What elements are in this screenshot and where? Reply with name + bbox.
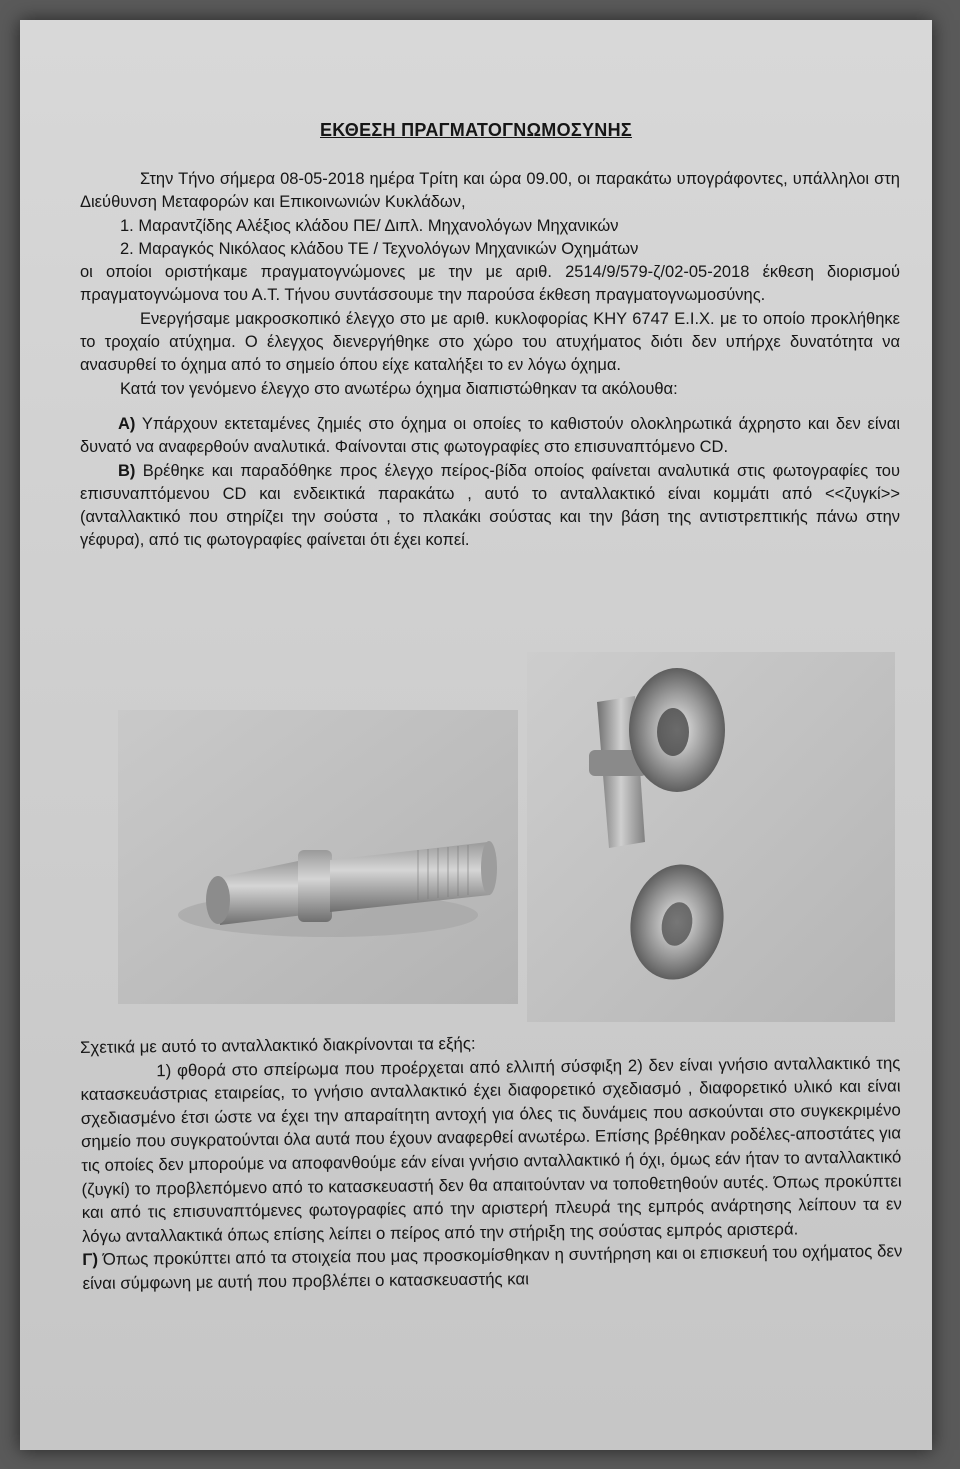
finding-a [80, 413, 900, 460]
inspection-paragraph: Ενεργήσαμε μακροσκοπικό έλεγχο στο με αριθ. κυκλοφορίας ΚΗΥ 6747 Ε.Ι.Χ. με το οποίο προκλήθηκε το τροχαίο ατύχημα. Ο έλεγχος διενεργήθηκε στο χώρο του ατυχήματος διότι δεν υπήρχε δυνατότητα να ανασυρθεί το όχημα από το σημείο όπου είχε καταλήξει το εν λόγω όχημα. [80, 309, 900, 375]
pin-and-washers-photo [527, 652, 895, 1022]
intro-paragraph: Στην Τήνο σήμερα 08-05-2018 ημέρα Τρίτη και ώρα 09.00, οι παρακάτω υπογράφοντες, υπάλληλοι στη Διεύθυνση Μεταφορών και Επικοινωνιών Κυκλάδων, [80, 170, 900, 212]
upper-text-block [80, 168, 900, 553]
bolt-photo [118, 710, 518, 1004]
appointment-paragraph: οι οποίοι οριστήκαμε πραγματογνώμονες με την με αριθ. 2514/9/579-ζ/02-05-2018 έκθεση διορισμού πραγματογνώμονα του Α.Τ. Τήνου συντάσσουμε την παρούσα έκθεση πραγματογνωμοσύνης. [80, 263, 900, 305]
finding-a-label: Α) [118, 414, 136, 433]
finding-c-text: Όπως προκύπτει από τα στοιχεία που μας προσκομίσθηκαν η συντήρηση και οι επισκευή του οχήματος δεν είναι σύμφωνη με αυτή που προβλέπει ο κατασκευαστής και [82, 1241, 903, 1293]
details-paragraph: 1) φθορά στο σπείρωμα που προέρχεται από ελλιπή σύσφιξη 2) δεν είναι γνήσιο ανταλλακτικό της κατασκευάστριας εταιρείας, το γνήσιο ανταλλακτικό έχει διαφορετικό σχεδιασμό , διαφορετικό υλικό και είναι σχεδιασμένο έτσι ώστε να έχει την απαραίτητη αντοχή για όλες τις δυνάμεις που ασκούνται στο συγκεκριμένο σημείο που συγκρατούνται όλα αυτά που έχουν αναφερθεί ανωτέρω. Επίσης βρέθηκαν ροδέλες-αποστάτες για τις οποίες δεν μπορούμε να αποφανθούμε εάν είναι γνήσιο ανταλλακτικό ή όχι, όμως εάν ήταν το ανταλλακτικό (ζυγκί) το προβλεπόμενο από το κατασκευαστή δεν θα απαιτούνταν να τοποθετηθούν αυτές. Όπως προκύπτει και από τις επισυναπτόμενες φωτογραφίες από την αριστερή πλευρά της εμπρός ανάρτησης λείπουν τα εν λόγω ανταλλακτικά όπως επίσης λείπει ο πείρος από την στήριξη της σούστας εμπρός αριστερά. [80, 1053, 902, 1246]
signatory-1: 1. Μαραντζίδης Αλέξιος κλάδου ΠΕ/ Διπλ. Μηχανολόγων Μηχανικών [120, 216, 619, 235]
finding-b-text: Βρέθηκε και παραδόθηκε προς έλεγχο πείρος-βίδα οποίος φαίνεται αναλυτικά στις φωτογραφίες του επισυναπτόμενου CD και ενδεικτικά παρακάτω , αυτό το ανταλλακτικό είναι κομμάτι από <<ζυγκί>> (ανταλλακτικό που στηρίζει την σούστα , το πλακάκι σούστας και την βάση της αντιστρεπτικής πάνω στην γέφυρα), από τις φωτογραφίες φαίνεται ότι έχει κοπεί. [80, 461, 900, 550]
finding-c-label: Γ) [82, 1250, 99, 1270]
details-intro: Σχετικά με αυτό το ανταλλακτικό διακρίνονται τα εξής: [80, 1033, 476, 1057]
findings-intro: Κατά τον γενόμενο έλεγχο στο ανωτέρω όχημα διαπιστώθηκαν τα ακόλουθα: [120, 379, 678, 398]
finding-a-text: Υπάρχουν εκτεταμένες ζημιές στο όχημα οι οποίες το καθιστούν ολοκληρωτικά άχρηστο και δεν είναι δυνατό να αναφερθούν αναλυτικά. Φαίνονται στις φωτογραφίες στο επισυναπτόμενο CD. [80, 414, 900, 457]
finding-b-label: Β) [118, 461, 136, 480]
document-page [20, 20, 932, 1450]
lower-text-block [80, 1027, 903, 1295]
finding-b [80, 460, 900, 553]
document-title: ΕΚΘΕΣΗ ΠΡΑΓΜΑΤΟΓΝΩΜΟΣΥΝΗΣ [320, 120, 632, 140]
finding-c [82, 1240, 902, 1296]
signatory-2: 2. Μαραγκός Νικόλαος κλάδου ΤΕ / Τεχνολόγων Μηχανικών Οχημάτων [120, 239, 639, 258]
